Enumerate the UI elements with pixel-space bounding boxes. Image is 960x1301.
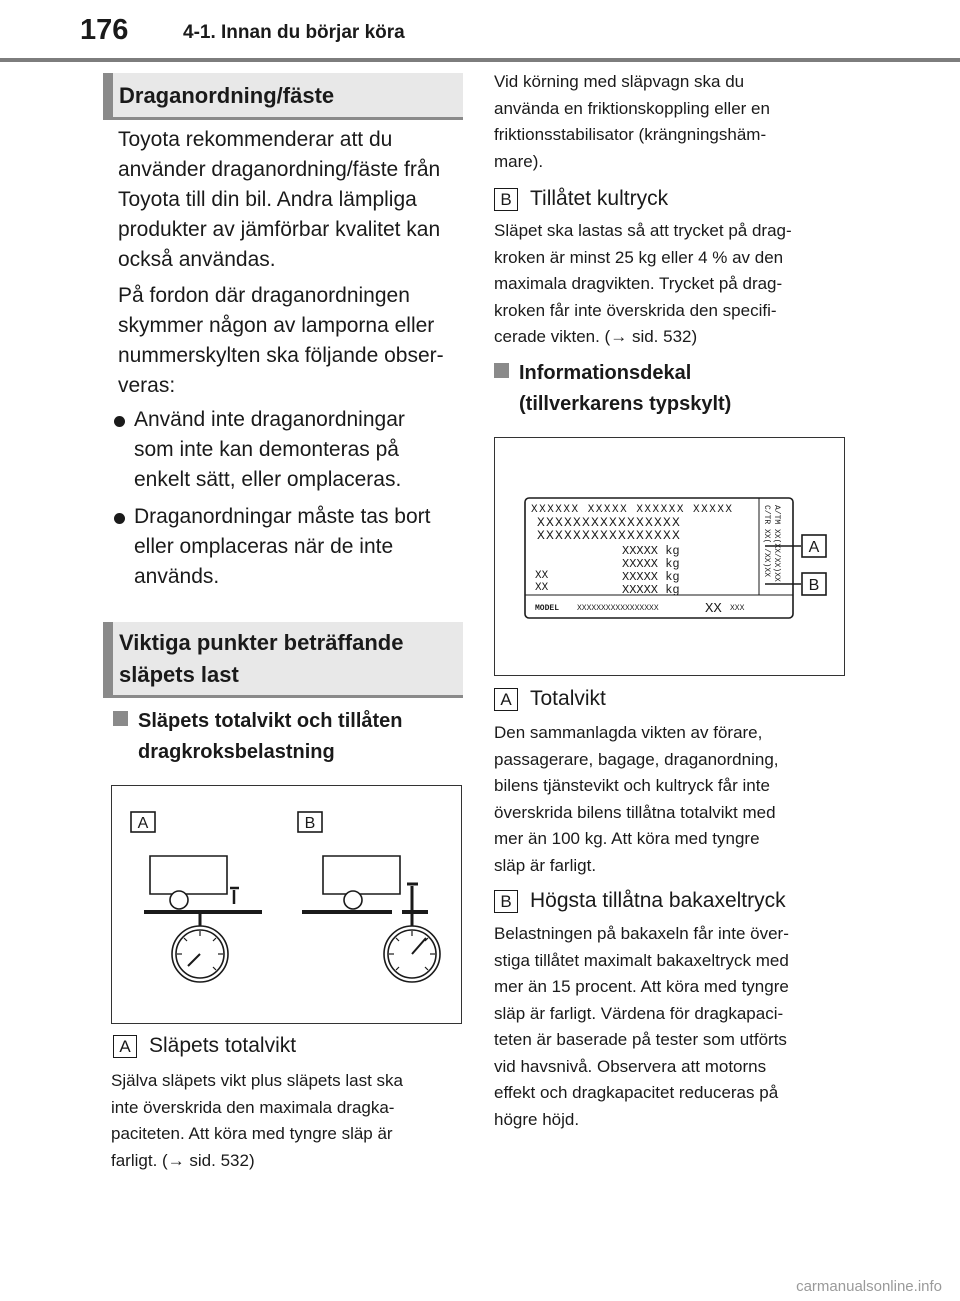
- heading-line: Viktiga punkter beträffande: [119, 630, 404, 655]
- label-a-totalvikt: [494, 686, 606, 712]
- trailer-a-wheel: [170, 891, 188, 909]
- text-line: inte överskrida den maximala dragka-: [111, 1097, 395, 1117]
- bullet-item-2: [114, 502, 464, 592]
- text-line: dragkroksbelastning: [138, 741, 335, 763]
- text-line: Toyota rekommenderar att du: [118, 128, 393, 151]
- text-line: farligt. (→ sid. 532): [111, 1150, 255, 1170]
- text-line: friktionsstabilisator (krängningshäm-: [494, 125, 767, 144]
- text-line: släp är farligt.: [494, 855, 597, 875]
- text-line: högre höjd.: [494, 1109, 580, 1129]
- text-line: enkelt sätt, eller omplaceras.: [134, 468, 402, 491]
- label-letter-b: B: [494, 188, 518, 211]
- text-line: (tillverkarens typskylt): [519, 393, 732, 415]
- text-line: kroken får inte överskrida den specifi-: [494, 300, 777, 320]
- plate-row3: XXXXXXXXXXXXXXXX: [537, 528, 682, 543]
- trailer-a-body: [150, 856, 227, 894]
- square-marker-icon: [113, 711, 128, 726]
- manufacturer-plate-illustration: [495, 438, 843, 674]
- paragraph-kultryck: [494, 218, 854, 351]
- plate-xx1: XX: [535, 570, 549, 582]
- trailer-b-wheel: [344, 891, 362, 909]
- text-line: släp är farligt. Värdena för dragkapaci-: [494, 1003, 784, 1023]
- figure-label-a: A: [137, 815, 149, 832]
- label-b-bakaxeltryck: [494, 888, 786, 914]
- text-line: Vid körning med släpvagn ska du: [494, 72, 745, 91]
- paragraph-lamps: [118, 281, 468, 401]
- label-letter-a: A: [494, 688, 518, 711]
- text-line: effekt och dragkapacitet reduceras på: [494, 1083, 779, 1102]
- plate-kg-row2: XXXXX kg: [622, 557, 680, 571]
- text-line: Informationsdekal: [519, 362, 692, 384]
- label-b-kultryck: [494, 186, 668, 212]
- text-line: använda en friktionskoppling eller en: [494, 98, 770, 118]
- text-line: passagerare, bagage, draganordning,: [494, 749, 779, 769]
- text-line: stiga tillåtet maximalt bakaxeltryck med: [494, 950, 789, 970]
- text-line: mer än 100 kg. Att köra med tyngre: [494, 829, 760, 848]
- plate-side-col1: C/TR XX( /XX)XX: [762, 505, 771, 578]
- callout-a-label: A: [808, 539, 820, 556]
- heading-draganordning-text: Draganordning/fäste: [119, 83, 335, 108]
- plate-row2: XXXXXXXXXXXXXXXX: [537, 515, 682, 530]
- text-line: eller omplaceras när de inte: [134, 535, 394, 558]
- gauge-b-needle: [412, 938, 426, 954]
- paragraph-trailer-weight: [111, 1068, 471, 1174]
- plate-kg-row3: XXXXX kg: [622, 570, 680, 584]
- subheading-informationsdekal: [494, 358, 844, 420]
- plate-row1: XXXXXX XXXXX XXXXXX XXXXX: [531, 504, 734, 516]
- heading-viktiga-punkter: [103, 622, 463, 698]
- text-line: Toyota till din bil. Andra lämpliga: [118, 188, 417, 211]
- text-line: maximala dragvikten. Trycket på drag-: [494, 274, 783, 293]
- text-line: produkter av jämförbar kvalitet kan: [118, 218, 441, 241]
- text-line: använder draganordning/fäste från: [118, 158, 441, 181]
- bullet-dot: [114, 513, 125, 524]
- bullet-item-1: [114, 405, 464, 495]
- text-line: På fordon där draganordningen: [118, 284, 410, 307]
- text-line: vid havsnivå. Observera att motorns: [494, 1056, 767, 1076]
- trailer-a-hitch: [230, 888, 239, 904]
- text-line: Släpet ska lastas så att trycket på drag-: [494, 221, 792, 240]
- text-line: Belastningen på bakaxeln får inte över-: [494, 924, 789, 943]
- text-line: Använd inte draganordningar: [134, 408, 405, 431]
- text-line: Släpets totalvikt och tillåten: [138, 710, 403, 732]
- label-text: Tillåtet kultryck: [530, 187, 669, 210]
- text-line: Själva släpets vikt plus släpets last ska: [111, 1071, 403, 1090]
- text-line: överskrida bilens tillåtna totalvikt med: [494, 802, 776, 822]
- page-number: 176: [80, 14, 129, 46]
- paragraph-recommendation: [118, 125, 468, 275]
- text-line: Draganordningar måste tas bort: [134, 505, 431, 528]
- paragraph-bakaxeltryck: [494, 921, 854, 1133]
- paragraph-friction: [494, 69, 854, 175]
- text-line: används.: [134, 565, 220, 588]
- plate-model-xx: XX: [705, 601, 722, 617]
- text-line: cerade vikten. (→ sid. 532): [494, 327, 698, 346]
- text-line: bilens tjänstevikt och kultryck får inte: [494, 776, 770, 795]
- plate-side-col2: A/TM XX(XX/XX)XX: [772, 505, 781, 582]
- plate-model-tail: XXX: [730, 604, 745, 613]
- label-text: Släpets totalvikt: [149, 1034, 297, 1057]
- plate-kg-row1: XXXXX kg: [622, 544, 680, 558]
- plate-xx2: XX: [535, 582, 549, 594]
- plate-model-label: MODEL: [535, 604, 560, 613]
- label-letter-a: A: [113, 1035, 137, 1058]
- header-rule: [0, 58, 960, 62]
- text-line: veras:: [118, 374, 176, 397]
- bullet-dot: [114, 416, 125, 427]
- text-line: också användas.: [118, 248, 276, 271]
- label-a-slapets-totalvikt: [113, 1033, 296, 1059]
- text-line: mer än 15 procent. Att köra med tyngre: [494, 977, 789, 996]
- text-line: som inte kan demonteras på: [134, 438, 399, 461]
- plate-kg-row4: XXXXX kg: [622, 583, 680, 597]
- paragraph-totalvikt: [494, 720, 854, 879]
- label-letter-b: B: [494, 890, 518, 913]
- text-line: nummerskylten ska följande obser-: [118, 344, 444, 367]
- text-line: Den sammanlagda vikten av förare,: [494, 723, 763, 742]
- section-title: 4-1. Innan du börjar köra: [183, 22, 405, 43]
- heading-line: släpets last: [119, 662, 239, 687]
- subheading-totalvikt: [113, 706, 463, 768]
- callout-b-label: B: [808, 577, 820, 594]
- trailer-b-hitch: [407, 884, 418, 926]
- trailer-weight-figure: [111, 785, 462, 1024]
- heading-draganordning: [103, 73, 463, 120]
- text-line: kroken är minst 25 kg eller 4 % av den: [494, 247, 784, 267]
- gauge-a-needle: [188, 954, 200, 966]
- trailer-b-body: [323, 856, 400, 894]
- figure-label-b: B: [304, 815, 316, 832]
- trailer-weight-illustration: [112, 786, 460, 1022]
- plate-model-code: XXXXXXXXXXXXXXXXX: [577, 604, 659, 613]
- square-marker-icon: [494, 363, 509, 378]
- text-line: skymmer någon av lamporna eller: [118, 314, 435, 337]
- label-text: Totalvikt: [530, 687, 606, 710]
- label-text: Högsta tillåtna bakaxeltryck: [530, 889, 786, 912]
- text-line: teten är baserade på tester som utförts: [494, 1030, 787, 1049]
- manufacturer-plate-figure: [494, 437, 845, 676]
- footer-watermark: carmanualsonline.info: [796, 1278, 942, 1295]
- text-line: mare).: [494, 151, 544, 171]
- text-line: paciteten. Att köra med tyngre släp är: [111, 1124, 393, 1143]
